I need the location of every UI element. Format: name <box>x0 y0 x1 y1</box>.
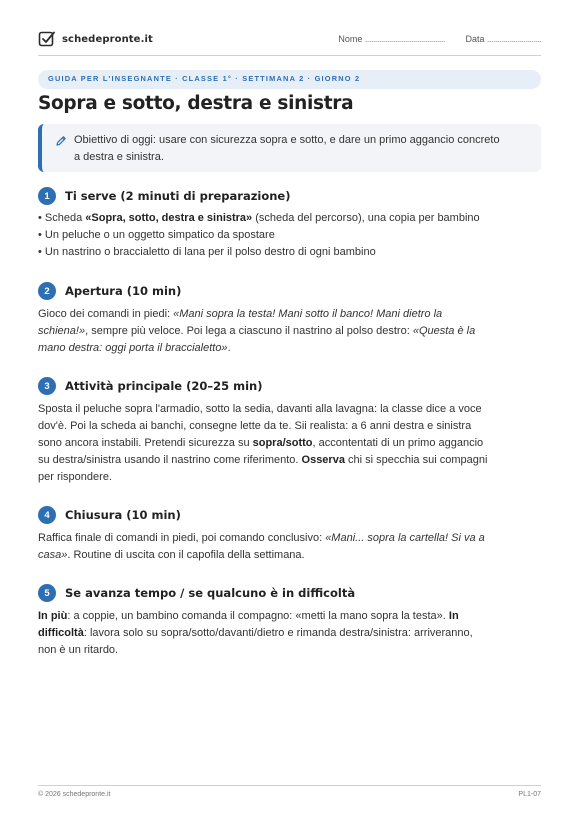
brand <box>38 30 153 48</box>
section-title: Se avanza tempo / se qualcuno è in difficoltà <box>65 586 356 600</box>
list-item: • Scheda «Sopra, sotto, destra e sinistra» (scheda del percorso), una copia per bambino <box>38 212 480 224</box>
section-text: Gioco dei comandi in piedi: «Mani sopra la testa! Mani sotto il banco! Mani dietro la schiena!», sempre più veloce. Poi lega a ciascuno il nastrino al polso destro: «Questa è la mano destra: oggi porta il braccialetto». <box>38 308 476 354</box>
date-field[interactable] <box>465 34 541 44</box>
brand-name: schedepronte.it <box>62 33 153 45</box>
objective-callout <box>38 124 541 172</box>
step-number-badge: 5 <box>38 584 56 602</box>
section-title: Ti serve (2 minuti di preparazione) <box>65 189 291 203</box>
section-text: Raffica finale di comandi in piedi, poi comando conclusivo: «Mani... sopra la cartella! Si va a casa». Routine di uscita con il capofila della settimana. <box>38 532 485 561</box>
name-line: ........................................ <box>364 34 445 44</box>
section-title: Attività principale (20–25 min) <box>65 379 263 393</box>
objective-line: Obiettivo di oggi: usare con sicurezza sopra e sotto, e dare un primo aggancio concreto <box>74 134 500 146</box>
step-number-badge: 1 <box>38 187 56 205</box>
page-header <box>38 28 541 56</box>
kicker-banner: GUIDA PER L'INSEGNANTE · CLASSE 1° · SETTIMANA 2 · GIORNO 2 <box>38 70 541 89</box>
section-closing <box>38 505 541 564</box>
section-title: Chiusura (10 min) <box>65 508 181 522</box>
page-code: PL1-07 <box>518 791 541 798</box>
page-footer <box>38 785 541 798</box>
step-number-badge: 4 <box>38 506 56 524</box>
section-opening <box>38 281 541 357</box>
checkbox-logo-icon <box>38 30 56 48</box>
section-main-activity <box>38 376 541 486</box>
name-label: Nome <box>338 34 363 44</box>
date-line: ........................... <box>486 34 541 44</box>
section-text: In più: a coppie, un bambino comanda il compagno: «metti la mano sopra la testa». In difficoltà: lavora solo su sopra/sotto/davanti/dietro e rimanda destra/sinistra: arriveranno, non è un ritardo. <box>38 610 473 656</box>
step-number-badge: 3 <box>38 377 56 395</box>
section-extra-support <box>38 583 541 659</box>
copyright: © 2026 schedepronte.it <box>38 791 111 798</box>
objective-line: a destra e sinistra. <box>74 151 164 163</box>
pencil-icon <box>55 135 67 147</box>
page-title: Sopra e sotto, destra e sinistra <box>38 93 354 114</box>
name-date-fields <box>320 34 541 44</box>
list-item: • Un nastrino o braccialetto di lana per il polso destro di ogni bambino <box>38 246 376 258</box>
date-label: Data <box>465 34 485 44</box>
list-item: • Un peluche o un oggetto simpatico da spostare <box>38 229 275 241</box>
section-title: Apertura (10 min) <box>65 284 182 298</box>
name-field[interactable] <box>338 34 445 44</box>
section-materials <box>38 186 541 261</box>
step-number-badge: 2 <box>38 282 56 300</box>
section-text: Sposta il peluche sopra l'armadio, sotto la sedia, davanti alla lavagna: la classe dice a voce dov'è. Poi la scheda ai banchi, consegne lette da te. Sii realista: a 6 anni destra e sinistra sono ancora instabili. Pretendi sicurezza su sopra/sotto, accontentati di un primo aggancio su destra/sinistra usando il nastrino come riferimento. Osserva chi si specchia sui compagni per rispondere. <box>38 403 488 483</box>
